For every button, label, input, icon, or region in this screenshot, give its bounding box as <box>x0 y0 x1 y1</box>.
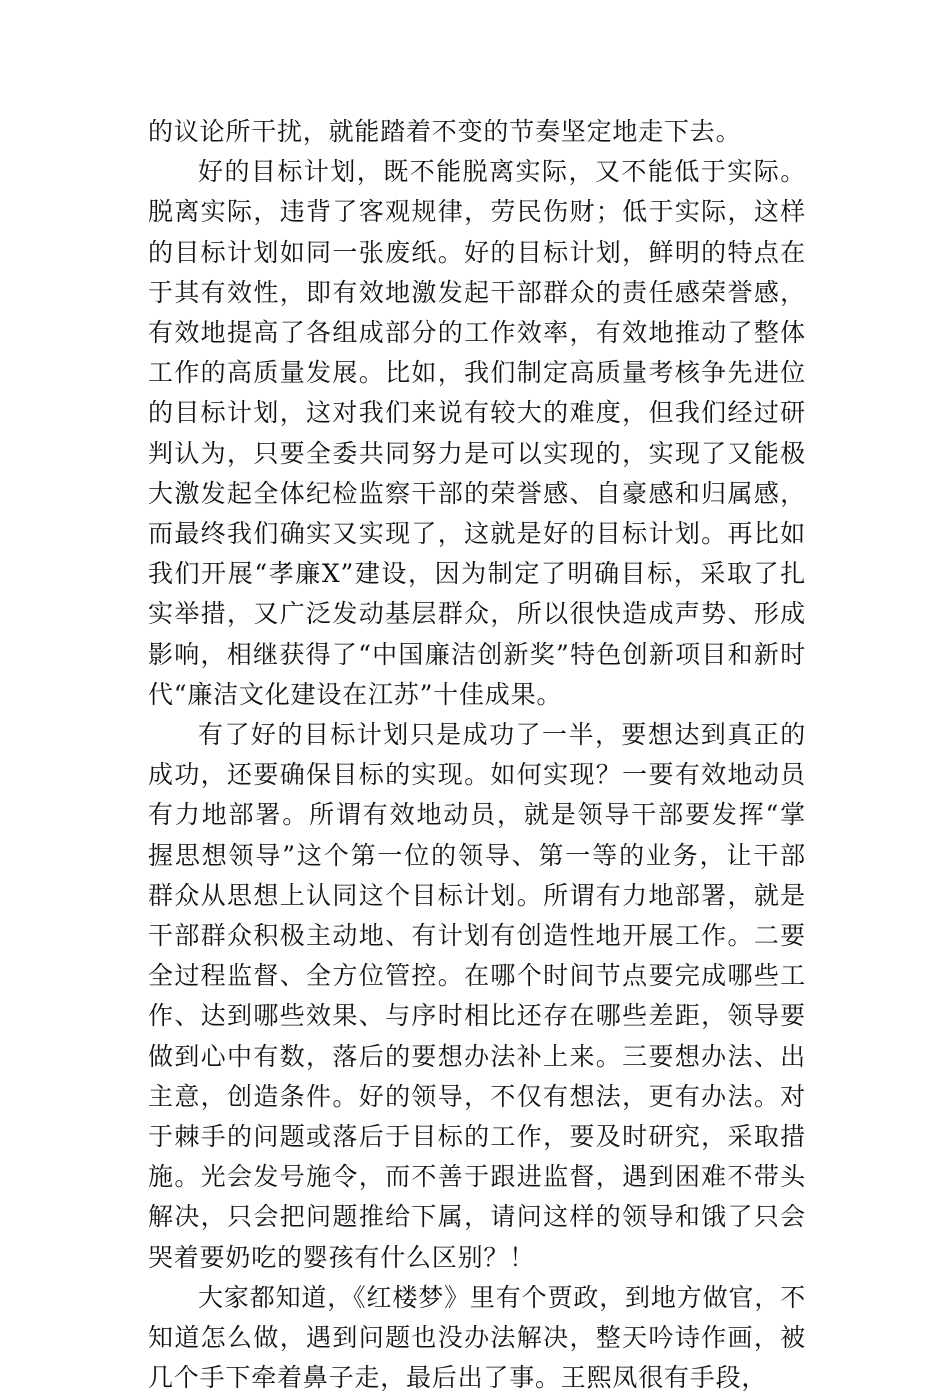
paragraph-continued: 的议论所干扰，就能踏着不变的节奏坚定地走下去。 <box>148 117 742 146</box>
paragraph-hongloumeng: 大家都知道，《红楼梦》里有个贾政，到地方做官，不知道怎么做，遇到问题也没办法解决，整天吟诗作画，被几个手下牵着鼻子走，最后出了事。王熙凤很有手段， <box>148 1282 806 1393</box>
paragraph-goal-plan: 好的目标计划，既不能脱离实际，又不能低于实际。脱离实际，违背了客观规律，劳民伤财；低于实际，这样的目标计划如同一张废纸。好的目标计划，鲜明的特点在于其有效性，即有效地激发起干部群众的责任感荣誉感，有效地提高了各组成部分的工作效率，有效地推动了整体工作的高质量发展。比如，我们制定高质量考核争先进位的目标计划，这对我们来说有较大的难度，但我们经过研判认为，只要全委共同努力是可以实现的，实现了又能极大激发起全体纪检监察干部的荣誉感、自豪感和归属感，而最终我们确实又实现了，这就是好的目标计划。再比如我们开展“孝廉X”建设，因为制定了明确目标，采取了扎实举措，又广泛发动基层群众，所以很快造成声势、形成影响，相继获得了“中国廉洁创新奖”特色创新项目和新时代“廉洁文化建设在江苏”十佳成果。 <box>148 157 806 709</box>
document-page <box>148 112 806 1399</box>
paragraph-implementation: 有了好的目标计划只是成功了一半，要想达到真正的成功，还要确保目标的实现。如何实现？一要有效地动员有力地部署。所谓有效地动员，就是领导干部要发挥“掌握思想领导”这个第一位的领导、第一等的业务，让干部群众从思想上认同这个目标计划。所谓有力地部署，就是干部群众积极主动地、有计划有创造性地开展工作。二要全过程监督、全方位管控。在哪个时间节点要完成哪些工作、达到哪些效果、与序时相比还存在哪些差距，领导要做到心中有数，落后的要想办法补上来。三要想办法、出主意，创造条件。好的领导，不仅有想法，更有办法。对于棘手的问题或落后于目标的工作，要及时研究，采取措施。光会发号施令，而不善于跟进监督，遇到困难不带头解决，只会把问题推给下属，请问这样的领导和饿了只会哭着要奶吃的婴孩有什么区别？！ <box>148 720 806 1272</box>
